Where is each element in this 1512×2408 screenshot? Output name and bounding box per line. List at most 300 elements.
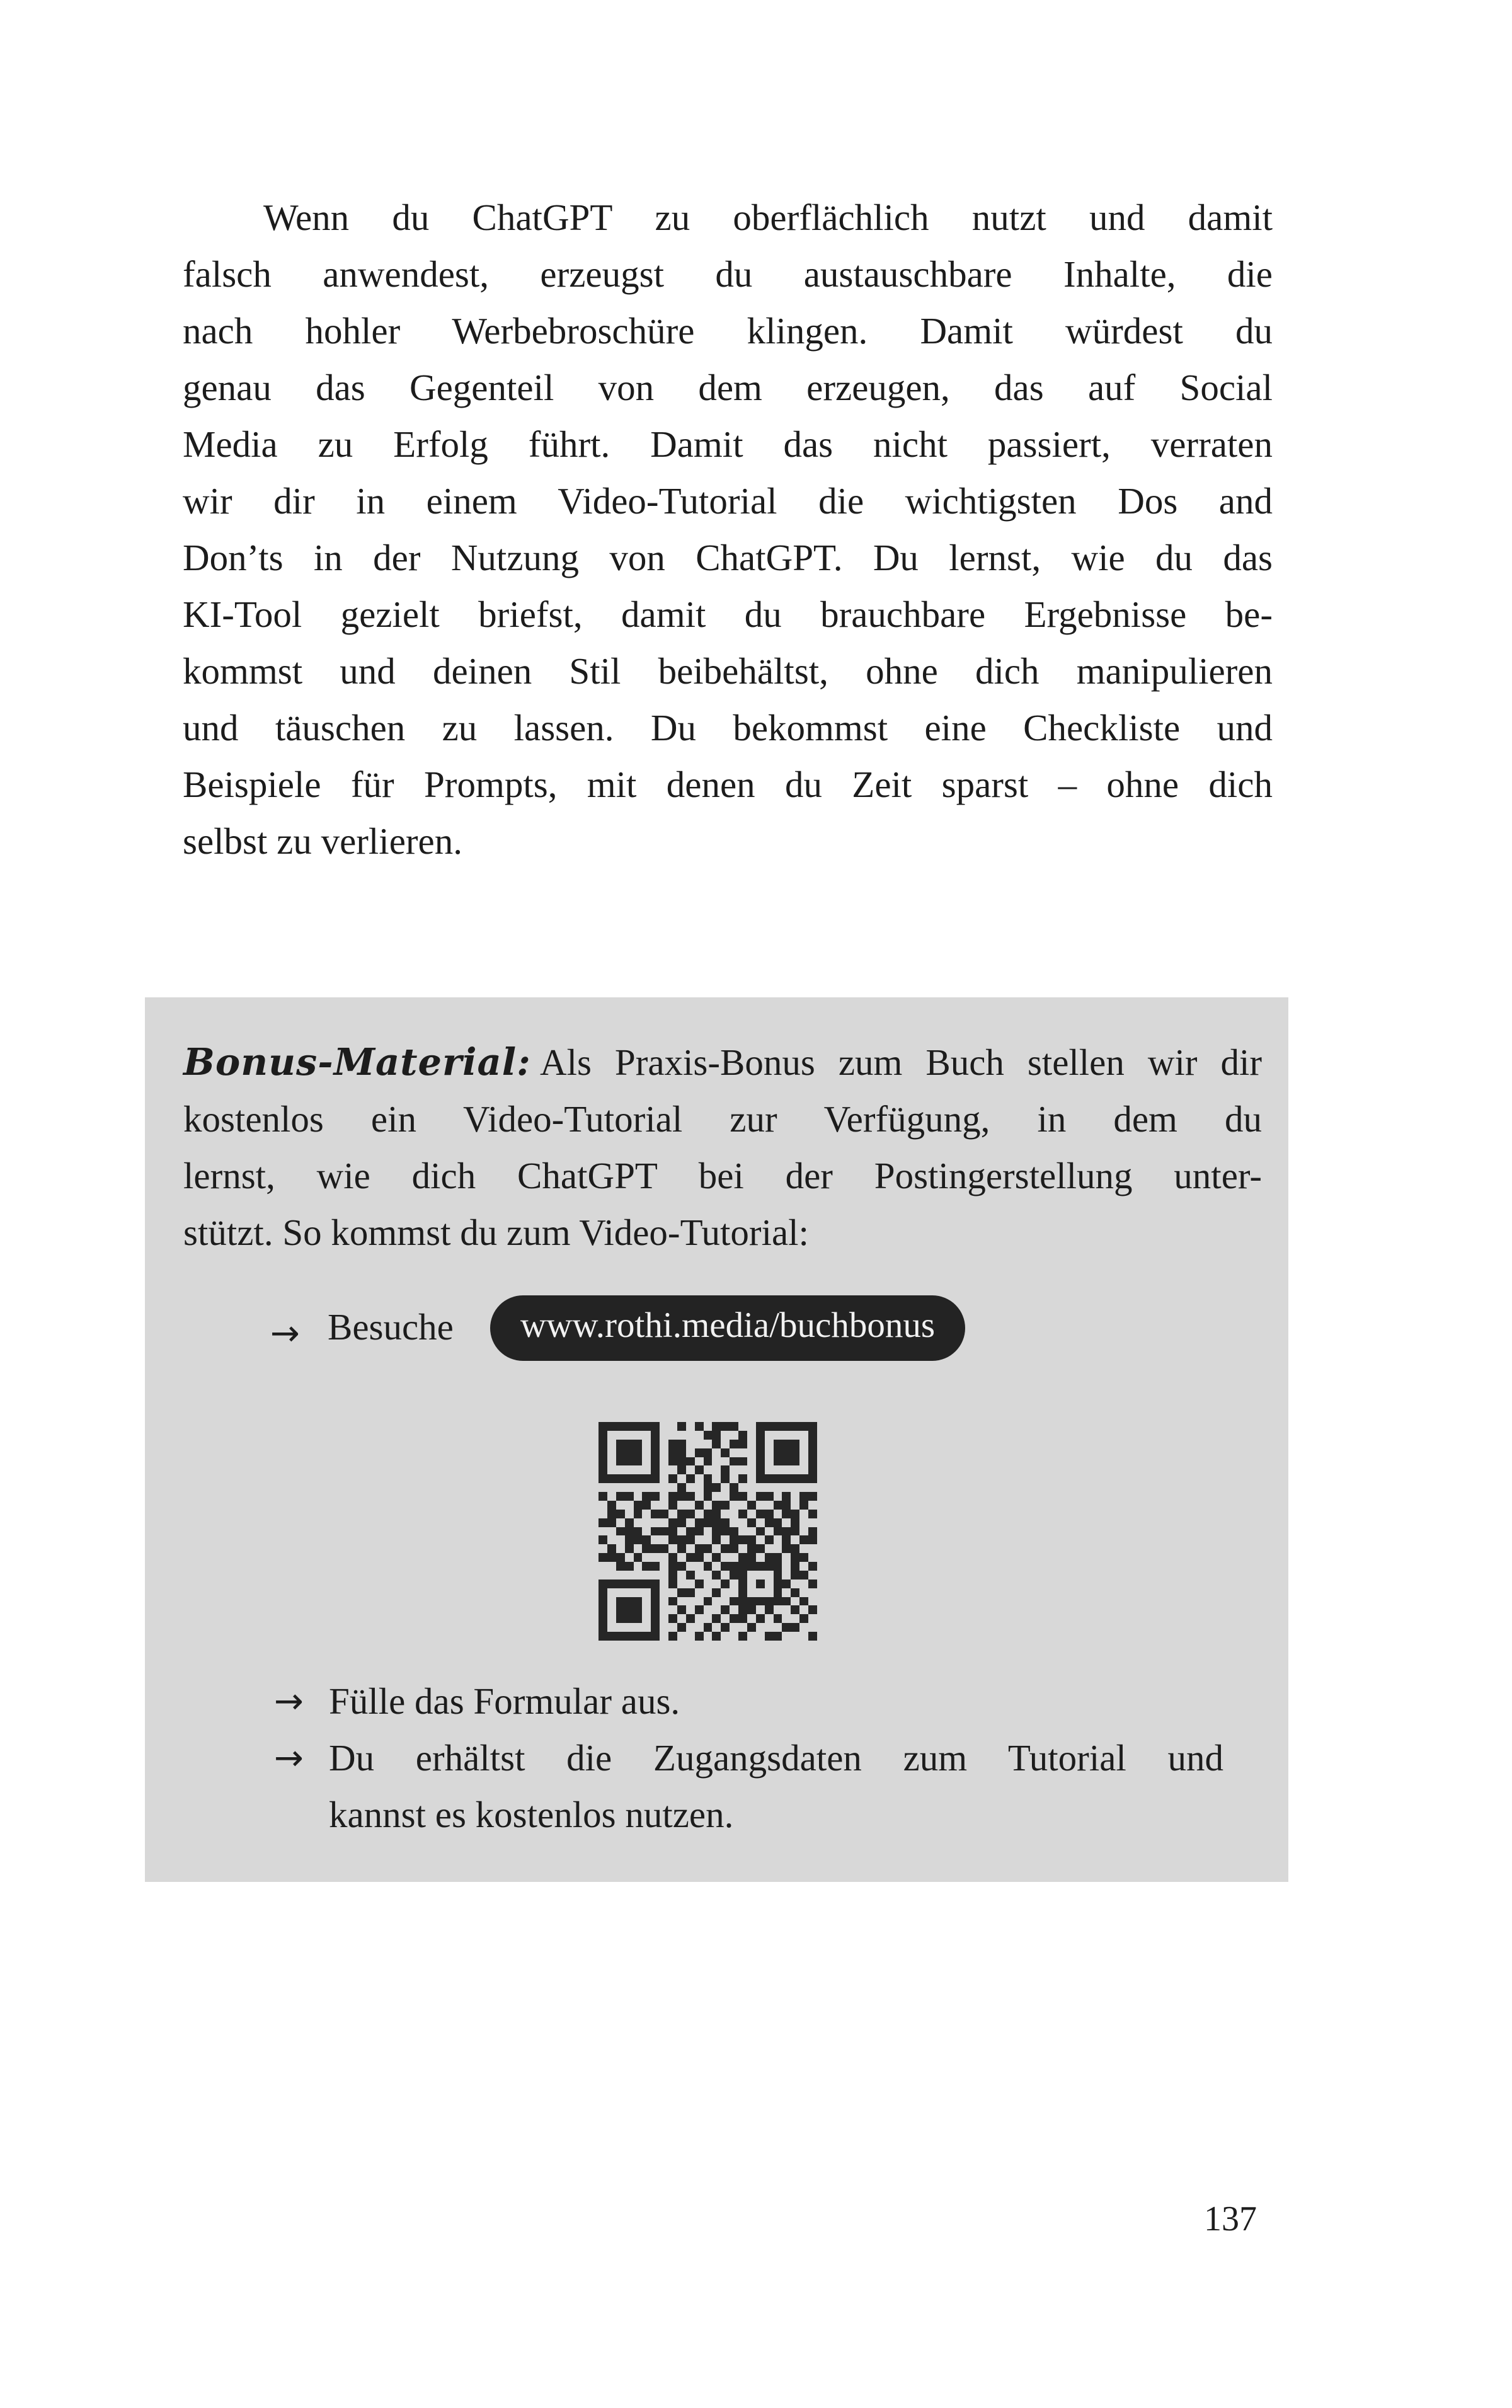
- qr-module: [712, 1518, 721, 1527]
- qr-module: [677, 1597, 686, 1606]
- qr-module: [808, 1465, 817, 1474]
- qr-module: [730, 1483, 738, 1492]
- qr-module: [738, 1440, 747, 1448]
- qr-module: [634, 1535, 643, 1544]
- qr-module: [747, 1474, 756, 1483]
- qr-module: [677, 1527, 686, 1536]
- qr-module: [774, 1422, 782, 1431]
- qr-module: [660, 1422, 668, 1431]
- qr-module: [616, 1580, 625, 1588]
- qr-module: [808, 1431, 817, 1440]
- qr-module: [660, 1492, 668, 1501]
- qr-module: [738, 1623, 747, 1632]
- qr-module: [782, 1562, 791, 1571]
- qr-module: [730, 1440, 738, 1448]
- qr-module: [791, 1553, 799, 1562]
- qr-module: [677, 1580, 686, 1588]
- qr-module: [704, 1465, 713, 1474]
- qr-module: [799, 1632, 808, 1641]
- qr-module: [747, 1614, 756, 1623]
- qr-module: [616, 1518, 625, 1527]
- qr-module: [782, 1527, 791, 1536]
- qr-module: [704, 1492, 713, 1501]
- qr-module: [774, 1562, 782, 1571]
- qr-module: [634, 1492, 643, 1501]
- qr-module: [704, 1483, 713, 1492]
- qr-module: [774, 1544, 782, 1553]
- qr-module: [660, 1571, 668, 1580]
- qr-module: [704, 1544, 713, 1553]
- qr-module: [730, 1465, 738, 1474]
- qr-module: [642, 1483, 651, 1492]
- qr-module: [686, 1605, 695, 1614]
- qr-module: [704, 1518, 713, 1527]
- qr-module: [730, 1562, 738, 1571]
- qr-module: [616, 1614, 625, 1623]
- qr-module: [686, 1518, 695, 1527]
- bonus-paragraph: [183, 1034, 1262, 1261]
- qr-module: [695, 1544, 704, 1553]
- page-number: 137: [1204, 2199, 1257, 2239]
- qr-module: [625, 1518, 634, 1527]
- qr-module: [651, 1605, 660, 1614]
- qr-module: [668, 1535, 677, 1544]
- qr-module: [799, 1623, 808, 1632]
- qr-module: [765, 1440, 774, 1448]
- qr-module: [730, 1553, 738, 1562]
- qr-module: [721, 1562, 730, 1571]
- qr-module: [808, 1580, 817, 1588]
- qr-module: [799, 1527, 808, 1536]
- qr-module: [651, 1571, 660, 1580]
- qr-module: [765, 1527, 774, 1536]
- qr-module: [651, 1422, 660, 1431]
- qr-module: [668, 1527, 677, 1536]
- qr-module: [808, 1440, 817, 1448]
- qr-module: [668, 1422, 677, 1431]
- qr-module: [782, 1501, 791, 1510]
- qr-module: [808, 1562, 817, 1571]
- qr-module: [712, 1571, 721, 1580]
- bonus-line: stützt. So kommst du zum Video-Tutorial:: [183, 1212, 809, 1253]
- qr-module: [625, 1623, 634, 1632]
- qr-module: [677, 1422, 686, 1431]
- qr-module: [712, 1483, 721, 1492]
- qr-module: [634, 1632, 643, 1641]
- qr-module: [660, 1580, 668, 1588]
- qr-module: [668, 1457, 677, 1466]
- qr-module: [747, 1580, 756, 1588]
- qr-module: [765, 1431, 774, 1440]
- qr-module: [677, 1465, 686, 1474]
- qr-module: [774, 1580, 782, 1588]
- qr-module: [598, 1544, 607, 1553]
- qr-module: [642, 1553, 651, 1562]
- qr-module: [634, 1544, 643, 1553]
- qr-module: [625, 1632, 634, 1641]
- qr-module: [651, 1510, 660, 1518]
- qr-module: [607, 1580, 616, 1588]
- qr-module: [704, 1632, 713, 1641]
- bonus-line: kostenlos ein Video-Tutorial zur Verfügung, in dem du: [183, 1098, 1262, 1140]
- qr-module: [660, 1510, 668, 1518]
- qr-module: [607, 1474, 616, 1483]
- qr-module: [782, 1474, 791, 1483]
- qr-module: [799, 1571, 808, 1580]
- qr-module: [721, 1510, 730, 1518]
- bonus-line: lernst, wie dich ChatGPT bei der Postingerstellung unter-: [183, 1155, 1262, 1196]
- qr-module: [808, 1571, 817, 1580]
- qr-module: [625, 1501, 634, 1510]
- qr-module: [756, 1492, 765, 1501]
- qr-module: [721, 1553, 730, 1562]
- qr-module: [598, 1501, 607, 1510]
- qr-module: [686, 1510, 695, 1518]
- qr-module: [642, 1457, 651, 1466]
- qr-module: [765, 1465, 774, 1474]
- qr-module: [774, 1597, 782, 1606]
- qr-module: [625, 1527, 634, 1536]
- qr-module: [651, 1623, 660, 1632]
- qr-module: [799, 1465, 808, 1474]
- qr-module: [782, 1510, 791, 1518]
- qr-module: [712, 1457, 721, 1466]
- qr-module: [695, 1527, 704, 1536]
- qr-module: [721, 1440, 730, 1448]
- qr-module: [625, 1544, 634, 1553]
- qr-module: [607, 1440, 616, 1448]
- qr-module: [598, 1535, 607, 1544]
- qr-module: [677, 1440, 686, 1448]
- qr-module: [756, 1501, 765, 1510]
- qr-module: [660, 1474, 668, 1483]
- qr-module: [686, 1580, 695, 1588]
- qr-module: [625, 1614, 634, 1623]
- qr-module: [765, 1535, 774, 1544]
- qr-module: [765, 1544, 774, 1553]
- qr-module: [625, 1588, 634, 1597]
- qr-module: [651, 1448, 660, 1457]
- qr-module: [660, 1544, 668, 1553]
- qr-module: [756, 1440, 765, 1448]
- qr-module: [712, 1597, 721, 1606]
- step-item: [329, 1729, 1223, 1843]
- qr-module: [756, 1588, 765, 1597]
- qr-module: [704, 1571, 713, 1580]
- qr-module: [756, 1632, 765, 1641]
- qr-module: [730, 1448, 738, 1457]
- qr-module: [598, 1474, 607, 1483]
- qr-module: [738, 1588, 747, 1597]
- qr-module: [625, 1492, 634, 1501]
- qr-module: [616, 1597, 625, 1606]
- qr-module: [704, 1527, 713, 1536]
- qr-module: [642, 1510, 651, 1518]
- qr-module: [747, 1535, 756, 1544]
- qr-module: [704, 1474, 713, 1483]
- paragraph-line: falsch anwendest, erzeugst du austauschbare Inhalte, die: [183, 253, 1273, 295]
- qr-module: [616, 1544, 625, 1553]
- qr-module: [738, 1483, 747, 1492]
- qr-module: [668, 1492, 677, 1501]
- qr-module: [660, 1518, 668, 1527]
- qr-module: [756, 1553, 765, 1562]
- bonus-box: [145, 997, 1288, 1882]
- qr-module: [730, 1474, 738, 1483]
- qr-module: [721, 1580, 730, 1588]
- qr-module: [677, 1492, 686, 1501]
- qr-module: [756, 1518, 765, 1527]
- qr-module: [738, 1510, 747, 1518]
- qr-module: [765, 1632, 774, 1641]
- qr-module: [660, 1457, 668, 1466]
- qr-module: [808, 1510, 817, 1518]
- qr-module: [765, 1422, 774, 1431]
- qr-module: [808, 1553, 817, 1562]
- qr-module: [765, 1501, 774, 1510]
- qr-module: [756, 1605, 765, 1614]
- qr-module: [642, 1518, 651, 1527]
- qr-module: [598, 1597, 607, 1606]
- qr-module: [756, 1457, 765, 1466]
- qr-module: [634, 1597, 643, 1606]
- qr-module: [642, 1614, 651, 1623]
- qr-module: [598, 1431, 607, 1440]
- qr-module: [774, 1623, 782, 1632]
- qr-module: [791, 1440, 799, 1448]
- qr-module: [747, 1422, 756, 1431]
- qr-module: [791, 1492, 799, 1501]
- qr-module: [799, 1544, 808, 1553]
- qr-module: [642, 1605, 651, 1614]
- qr-module: [782, 1465, 791, 1474]
- qr-module: [642, 1535, 651, 1544]
- qr-module: [756, 1571, 765, 1580]
- qr-module: [712, 1465, 721, 1474]
- qr-module: [651, 1614, 660, 1623]
- qr-module: [747, 1544, 756, 1553]
- qr-module: [808, 1483, 817, 1492]
- qr-module: [738, 1527, 747, 1536]
- qr-module: [730, 1597, 738, 1606]
- qr-module: [738, 1614, 747, 1623]
- qr-module: [738, 1492, 747, 1501]
- qr-module: [616, 1440, 625, 1448]
- qr-module: [677, 1623, 686, 1632]
- qr-module: [712, 1510, 721, 1518]
- qr-module: [721, 1527, 730, 1536]
- qr-module: [774, 1465, 782, 1474]
- qr-module: [598, 1605, 607, 1614]
- qr-module: [598, 1580, 607, 1588]
- qr-module: [799, 1605, 808, 1614]
- qr-module: [598, 1510, 607, 1518]
- qr-module: [721, 1474, 730, 1483]
- qr-module: [799, 1510, 808, 1518]
- qr-module: [695, 1518, 704, 1527]
- qr-module: [616, 1501, 625, 1510]
- qr-module: [686, 1422, 695, 1431]
- qr-module: [721, 1518, 730, 1527]
- paragraph-line: kommst und deinen Stil beibehältst, ohne dich manipulieren: [183, 650, 1273, 692]
- qr-module: [686, 1535, 695, 1544]
- qr-module: [756, 1562, 765, 1571]
- qr-module: [686, 1614, 695, 1623]
- qr-module: [625, 1535, 634, 1544]
- qr-module: [651, 1457, 660, 1466]
- qr-module: [730, 1588, 738, 1597]
- qr-module: [607, 1553, 616, 1562]
- qr-module: [607, 1562, 616, 1571]
- qr-module: [747, 1632, 756, 1641]
- qr-module: [695, 1623, 704, 1632]
- qr-module: [730, 1431, 738, 1440]
- qr-module: [756, 1465, 765, 1474]
- qr-module: [730, 1510, 738, 1518]
- arrow-icon: →: [274, 1738, 304, 1779]
- qr-module: [774, 1492, 782, 1501]
- qr-module: [765, 1571, 774, 1580]
- qr-module: [651, 1632, 660, 1641]
- qr-module: [607, 1544, 616, 1553]
- qr-module: [808, 1614, 817, 1623]
- qr-module: [651, 1501, 660, 1510]
- qr-module: [616, 1431, 625, 1440]
- qr-module: [607, 1465, 616, 1474]
- qr-module: [616, 1535, 625, 1544]
- qr-module: [799, 1597, 808, 1606]
- qr-module: [765, 1553, 774, 1562]
- step-line: Du erhältst die Zugangsdaten zum Tutorial und: [329, 1737, 1223, 1779]
- qr-module: [686, 1492, 695, 1501]
- qr-module: [668, 1605, 677, 1614]
- qr-module: [791, 1588, 799, 1597]
- qr-module: [695, 1614, 704, 1623]
- qr-module: [730, 1518, 738, 1527]
- qr-module: [756, 1422, 765, 1431]
- qr-module: [808, 1518, 817, 1527]
- qr-module: [634, 1571, 643, 1580]
- qr-module: [799, 1562, 808, 1571]
- qr-module: [634, 1588, 643, 1597]
- qr-module: [625, 1580, 634, 1588]
- qr-module: [695, 1571, 704, 1580]
- qr-module: [738, 1605, 747, 1614]
- qr-module: [598, 1518, 607, 1527]
- qr-module: [756, 1535, 765, 1544]
- qr-module: [808, 1457, 817, 1466]
- qr-module: [791, 1448, 799, 1457]
- qr-module: [642, 1544, 651, 1553]
- qr-module: [668, 1562, 677, 1571]
- qr-module: [695, 1605, 704, 1614]
- qr-module: [738, 1501, 747, 1510]
- qr-module: [808, 1422, 817, 1431]
- qr-module: [660, 1535, 668, 1544]
- qr-module: [616, 1448, 625, 1457]
- paragraph-line: Media zu Erfolg führt. Damit das nicht passiert, verraten: [183, 423, 1273, 465]
- qr-module: [660, 1588, 668, 1597]
- qr-module: [695, 1562, 704, 1571]
- qr-module: [642, 1632, 651, 1641]
- qr-module: [774, 1632, 782, 1641]
- qr-module: [756, 1623, 765, 1632]
- qr-module: [616, 1492, 625, 1501]
- paragraph-line: Beispiele für Prompts, mit denen du Zeit sparst – ohne dich: [183, 764, 1273, 805]
- qr-module: [738, 1457, 747, 1466]
- qr-module: [738, 1518, 747, 1527]
- bonus-label: Bonus-Material:: [183, 1040, 531, 1084]
- qr-module: [695, 1431, 704, 1440]
- qr-module: [677, 1518, 686, 1527]
- qr-module: [660, 1562, 668, 1571]
- qr-module: [616, 1562, 625, 1571]
- qr-module: [808, 1492, 817, 1501]
- qr-module: [712, 1501, 721, 1510]
- qr-module: [712, 1544, 721, 1553]
- qr-module: [738, 1431, 747, 1440]
- qr-module: [686, 1465, 695, 1474]
- qr-module: [598, 1623, 607, 1632]
- qr-module: [730, 1632, 738, 1641]
- qr-module: [782, 1623, 791, 1632]
- qr-module: [782, 1448, 791, 1457]
- qr-module: [651, 1431, 660, 1440]
- qr-module: [808, 1544, 817, 1553]
- qr-module: [642, 1492, 651, 1501]
- qr-module: [668, 1580, 677, 1588]
- qr-module: [799, 1588, 808, 1597]
- paragraph-line: Wenn du ChatGPT zu oberflächlich nutzt und damit: [263, 197, 1273, 238]
- qr-module: [598, 1614, 607, 1623]
- qr-module: [782, 1544, 791, 1553]
- qr-module: [704, 1431, 713, 1440]
- qr-module: [668, 1571, 677, 1580]
- qr-module: [642, 1501, 651, 1510]
- paragraph-line: KI-Tool gezielt briefst, damit du brauchbare Ergebnisse be-: [183, 593, 1273, 635]
- qr-module: [721, 1431, 730, 1440]
- qr-module: [799, 1457, 808, 1466]
- qr-module: [677, 1605, 686, 1614]
- qr-module: [704, 1580, 713, 1588]
- qr-module: [616, 1553, 625, 1562]
- qr-module: [686, 1562, 695, 1571]
- qr-module: [607, 1605, 616, 1614]
- qr-module: [660, 1605, 668, 1614]
- qr-module: [782, 1588, 791, 1597]
- qr-module: [712, 1527, 721, 1536]
- qr-module: [651, 1553, 660, 1562]
- qr-module: [677, 1553, 686, 1562]
- qr-module: [799, 1518, 808, 1527]
- qr-module: [747, 1465, 756, 1474]
- qr-module: [747, 1457, 756, 1466]
- qr-module: [774, 1527, 782, 1536]
- qr-module: [730, 1544, 738, 1553]
- qr-module: [660, 1483, 668, 1492]
- qr-module: [607, 1492, 616, 1501]
- qr-module: [765, 1483, 774, 1492]
- qr-module: [721, 1535, 730, 1544]
- qr-module: [791, 1510, 799, 1518]
- qr-module: [704, 1510, 713, 1518]
- qr-module: [782, 1571, 791, 1580]
- qr-module: [677, 1474, 686, 1483]
- qr-module: [738, 1553, 747, 1562]
- qr-module: [756, 1527, 765, 1536]
- qr-module: [660, 1553, 668, 1562]
- qr-module: [774, 1501, 782, 1510]
